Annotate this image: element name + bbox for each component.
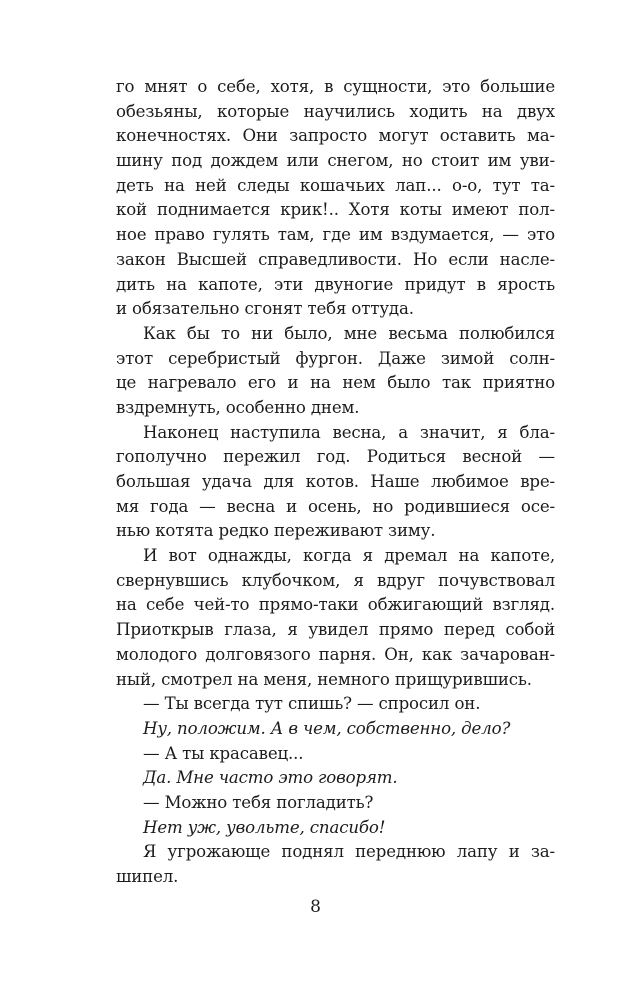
thought-line: Нет уж, увольте, спасибо! (143, 817, 386, 837)
dialogue-line: — Можно тебя погладить? (143, 792, 374, 812)
dialogue-line: — Ты всегда тут спишь? — спросил он. (143, 694, 481, 714)
text-line: Как бы то ни было, мне весьма полюбился (143, 323, 555, 343)
thought-line: Ну, положим. А в чем, собственно, дело? (143, 718, 511, 738)
text-line: закон Высшей справедливости. Но если наслe- (116, 249, 555, 269)
text-line: шину под дождем или снегом, но стоит им уви- (116, 151, 555, 171)
text-line: Наконец наступила весна, а значит, я бла- (143, 422, 555, 442)
text-line: нью котята редко переживают зиму. (116, 521, 436, 541)
text-line: мя года — весна и осень, но родившиеся осе- (116, 496, 555, 516)
text-line: деть на ней следы кошачьих лап... о-о, тут та- (116, 175, 555, 195)
text-line: Приоткрыв глаза, я увидел прямо перед собой (116, 620, 555, 640)
body-text (116, 75, 555, 890)
text-line: этот серебристый фургон. Даже зимой солн- (116, 348, 555, 368)
page-number: 8 (310, 897, 321, 917)
text-line: и обязательно сгонят тебя оттуда. (116, 299, 414, 319)
text-line: дить на капоте, эти двуногие придут в ярость (116, 274, 555, 294)
text-line: ное право гулять там, где им вздумается, — это (116, 225, 555, 245)
text-line: свернувшись клубочком, я вдруг почувствовал (116, 570, 555, 590)
text-line: гополучно пережил год. Родиться весной — (116, 447, 555, 467)
dialogue-line: — А ты красавец... (143, 743, 304, 763)
text-line: ный, смотрел на меня, немного прищурившись. (116, 669, 532, 689)
text-line: Я угрожающе поднял переднюю лапу и за- (143, 842, 555, 862)
text-line: це нагревало его и на нем было так приятно (116, 373, 555, 393)
text-line: го мнят о себе, хотя, в сущности, это большие (116, 77, 555, 96)
text-line: на себе чей-то прямо-таки обжигающий взгляд. (116, 595, 555, 615)
text-line: вздремнуть, особенно днем. (116, 397, 360, 417)
text-line: конечностях. Они запросто могут оставить ма- (116, 126, 555, 146)
thought-line: Да. Мне часто это говорят. (143, 768, 398, 788)
text-line: шипел. (116, 867, 179, 886)
text-line: кой поднимается крик!.. Хотя коты имеют пол- (116, 200, 555, 220)
text-line: молодого долговязого парня. Он, как зачарован- (116, 644, 555, 664)
text-line: большая удача для котов. Наше любимое вре- (116, 472, 555, 491)
text-line: обезьяны, которые научились ходить на двух (116, 101, 555, 121)
text-line: И вот однажды, когда я дремал на капоте, (143, 546, 555, 566)
